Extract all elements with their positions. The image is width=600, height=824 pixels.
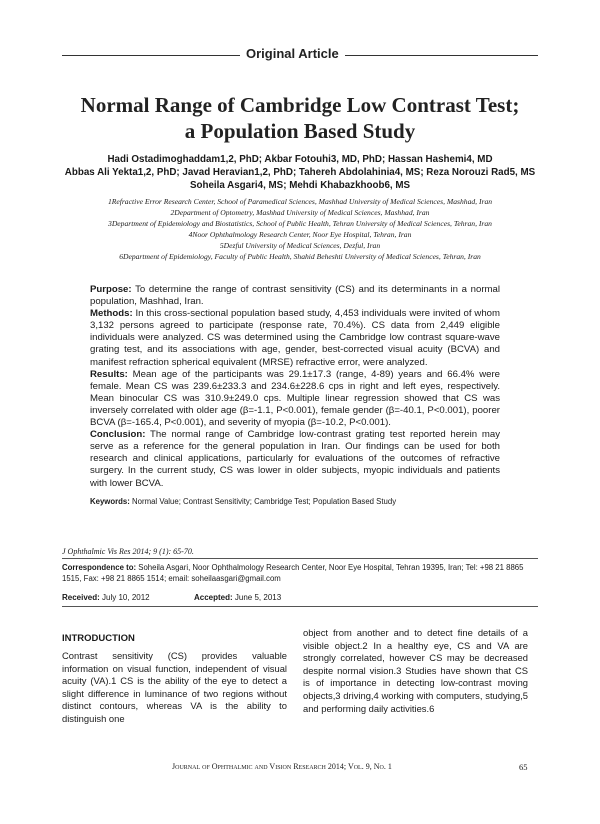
abstract-conclusion [90, 429, 500, 489]
article-type-label: Original Article [240, 46, 345, 61]
methods-text: In this cross-sectional population based study, 4,453 individuals were invited of whom 3,132 persons agreed to participate (response rate, 70.4%). CS data from 2,449 eligible individuals were analyzed. CS was determined using the Cambridge low contrast square-wave grating test, and its associations with age, gender, best-corrected visual acuity (BCVA) and manifest refraction spherical equivalent (MRSE) refractive error, were analyzed. [90, 308, 500, 368]
citation: J Ophthalmic Vis Res 2014; 9 (1): 65-70. [62, 547, 194, 556]
abstract-methods [90, 308, 500, 368]
affiliation-3: 3Department of Epidemiology and Biostatistics, School of Public Health, Tehran University of Medical Sciences, Tehran, Iran [108, 219, 492, 228]
accepted-date [194, 593, 281, 602]
received-date [62, 593, 150, 602]
affiliation-6: 6Department of Epidemiology, Faculty of Public Health, Shahid Beheshti University of Medical Sciences, Tehran, Iran [119, 252, 481, 261]
affiliation-4: 4Noor Ophthalmology Research Center, Noor Eye Hospital, Tehran, Iran [188, 230, 412, 239]
conclusion-text: The normal range of Cambridge low-contrast grating test reported herein may serve as a reference for the general population in Iran. Our findings can be used for both research and clinical applications, particularly for evaluations of the outcomes of refractive surgery. In the current study, CS was lower in older subjects, myopic individuals and patients with lower BCVA. [90, 429, 500, 489]
correspondence [62, 563, 538, 584]
title-line-1: Normal Range of Cambridge Low Contrast Test; [80, 93, 520, 117]
methods-label: Methods: [90, 308, 133, 320]
accepted-value: June 5, 2013 [232, 593, 282, 602]
correspondence-text: Soheila Asgari, Noor Ophthalmology Research Center, Noor Eye Hospital, Tehran 19395, Iran; Tel: +98 21 8865 1515, Fax: +98 21 8865 1514; email: soheilaasgari@gmail.com [62, 563, 524, 583]
article-title [40, 92, 560, 144]
body-column-left: Contrast sensitivity (CS) provides valuable information on visual function, independent of visual acuity (VA).1 CS is the ability of the eye to detect a slight difference in luminance of two regions without distinct contours, whereas VA is the ability to distinguish one [62, 650, 287, 724]
section-heading: INTRODUCTION [62, 633, 135, 644]
abstract [90, 284, 500, 508]
abstract-results [90, 369, 500, 429]
footer-journal: Journal of Ophthalmic and Vision Research 2014; Vol. 9, No. 1 [172, 762, 392, 771]
affiliation-1: 1Refractive Error Research Center, School of Paramedical Sciences, Mashhad University of Medical Sciences, Mashhad, Iran [107, 197, 493, 206]
abstract-purpose [90, 284, 500, 308]
author-line-1: Hadi Ostadimoghaddam1,2, PhD; Akbar Fotouhi3, MD, PhD; Hassan Hashemi4, MD [107, 154, 493, 165]
author-line-2: Abbas Ali Yekta1,2, PhD; Javad Heravian1,2, PhD; Tahereh Abdolahinia4, MS; Reza Norouzi Rad5, MS [64, 167, 536, 178]
keywords-label: Keywords: [90, 496, 130, 506]
purpose-text: To determine the range of contrast sensitivity (CS) and its determinants in a normal population, Mashhad, Iran. [90, 284, 500, 308]
author-list [60, 153, 540, 192]
affiliations [60, 196, 540, 262]
divider [62, 606, 538, 607]
body-column-right: object from another and to detect fine details of a visible object.2 In a healthy eye, CS and VA are strongly correlated, however CS may be decreased despite normal vision.3 Studies have shown that CS is of importance in detecting low-contrast moving objects,3 driving,4 working with computers, studying,5 and performing daily activities.6 [303, 627, 528, 714]
correspondence-label: Correspondence to: [62, 563, 137, 572]
abstract-keywords [90, 496, 500, 508]
accepted-label: Accepted: [194, 593, 233, 602]
keywords-text: Normal Value; Contrast Sensitivity; Cambridge Test; Population Based Study [129, 496, 397, 506]
affiliation-5: 5Dezful University of Medical Sciences, Dezful, Iran [219, 241, 381, 250]
results-text: Mean age of the participants was 29.1±17.3 (range, 4-89) years and 66.4% were female. Mean CS was 239.6±233.3 and 234.6±228.6 cps in right and left eyes, respectively. Mean binocular CS was 310.9±249.0 cps. Multiple linear regression showed that CS was inversely correlated with older age (β=-1.1, P<0.001), female gender (β=-40.1, P<0.001), poorer BCVA (β=-165.4, P<0.001), and severity of myopia (β=-10.2, P<0.001). [90, 368, 500, 429]
purpose-label: Purpose: [90, 284, 132, 295]
divider [62, 558, 538, 559]
conclusion-label: Conclusion: [90, 429, 146, 441]
received-label: Received: [62, 593, 100, 602]
results-label: Results: [90, 368, 128, 380]
received-value: July 10, 2012 [99, 593, 150, 602]
affiliation-2: 2Department of Optometry, Mashhad University of Medical Sciences, Mashhad, Iran [170, 208, 430, 217]
title-line-2: a Population Based Study [184, 119, 416, 143]
page-number: 65 [519, 762, 528, 772]
author-line-3: Soheila Asgari4, MS; Mehdi Khabazkhoob6, MS [189, 180, 411, 191]
